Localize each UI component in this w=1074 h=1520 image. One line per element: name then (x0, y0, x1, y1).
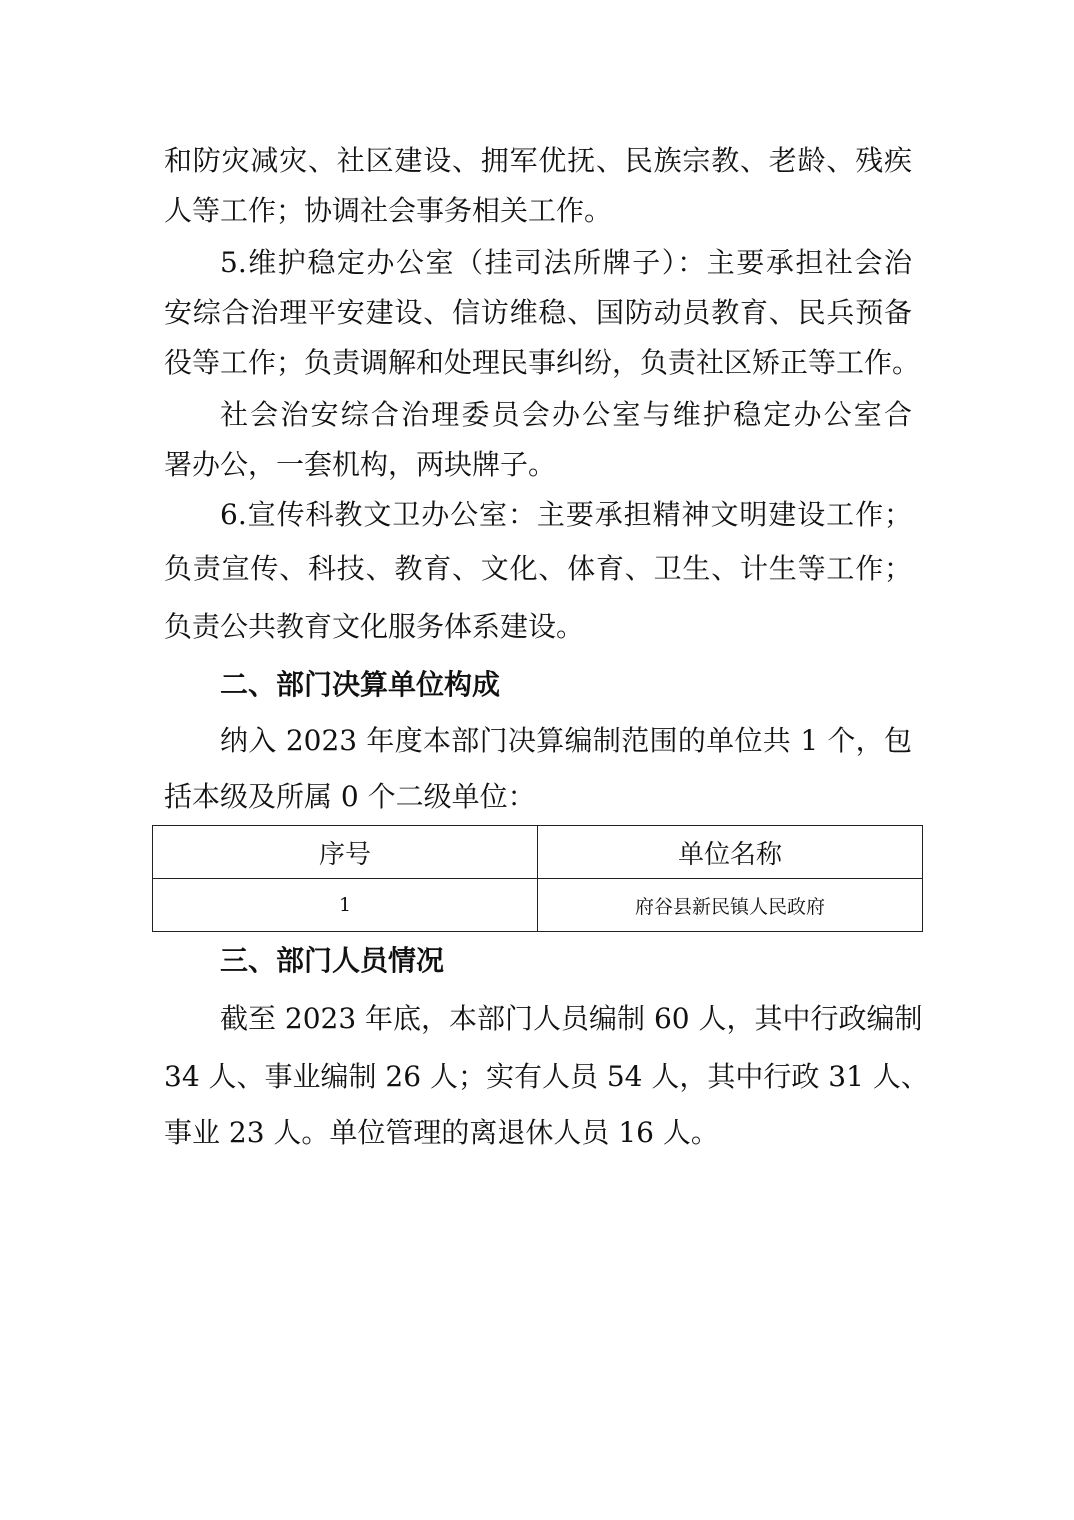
cell-serial: 1 (153, 879, 538, 932)
paragraph-line: 事业 23 人。单位管理的离退休人员 16 人。 (164, 1116, 719, 1149)
section-heading: 三、部门人员情况 (220, 944, 445, 977)
paragraph-line: 5.维护稳定办公室（挂司法所牌子）：主要承担社会治 (220, 246, 912, 279)
paragraph-line: 负责公共教育文化服务体系建设。 (164, 610, 585, 643)
paragraph-line: 纳入 2023 年度本部门决算编制范围的单位共 1 个，包 (220, 724, 912, 757)
paragraph-line: 负责宣传、科技、教育、文化、体育、卫生、计生等工作； (164, 552, 912, 585)
unit-table (152, 825, 923, 932)
paragraph-line: 括本级及所属 0 个二级单位： (164, 780, 536, 813)
paragraph-line: 人等工作；协调社会事务相关工作。 (164, 194, 613, 227)
column-header-unit-name: 单位名称 (538, 826, 923, 879)
paragraph-line: 和防灾减灾、社区建设、拥军优抚、民族宗教、老龄、残疾 (164, 144, 912, 177)
paragraph-line: 截至 2023 年底，本部门人员编制 60 人，其中行政编制 (220, 1002, 923, 1035)
table-header-row (153, 826, 923, 879)
paragraph-line: 安综合治理平安建设、信访维稳、国防动员教育、民兵预备 (164, 296, 912, 329)
paragraph-line: 34 人、事业编制 26 人；实有人员 54 人，其中行政 31 人、 (164, 1060, 929, 1093)
paragraph-line: 役等工作；负责调解和处理民事纠纷，负责社区矫正等工作。 (164, 346, 921, 379)
paragraph-line: 社会治安综合治理委员会办公室与维护稳定办公室合 (220, 398, 912, 431)
column-header-serial: 序号 (153, 826, 538, 879)
section-heading: 二、部门决算单位构成 (220, 668, 501, 701)
paragraph-line: 6.宣传科教文卫办公室：主要承担精神文明建设工作； (220, 498, 912, 531)
paragraph-line: 署办公，一套机构，两块牌子。 (164, 448, 557, 481)
cell-unit-name: 府谷县新民镇人民政府 (538, 879, 923, 932)
table-row (153, 879, 923, 932)
